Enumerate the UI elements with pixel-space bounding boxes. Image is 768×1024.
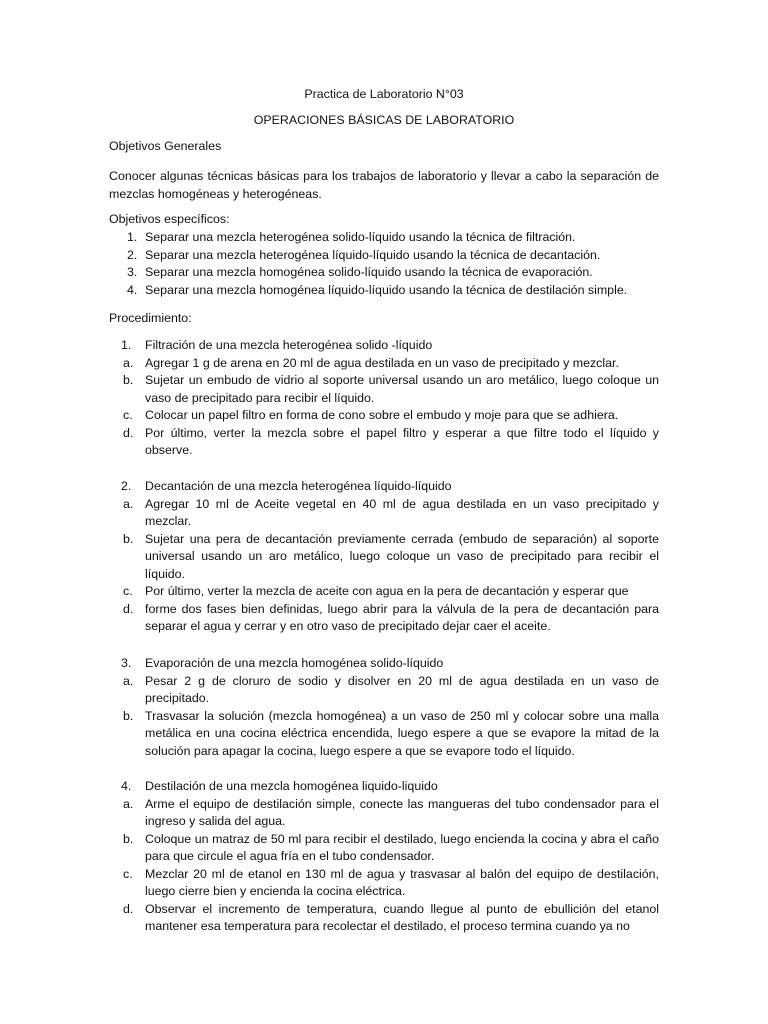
doc-subtitle: OPERACIONES BÁSICAS DE LABORATORIO (253, 113, 515, 127)
general-objectives-heading: Objetivos Generales (109, 139, 222, 153)
doc-title: Practica de Laboratorio N°03 (304, 87, 464, 101)
procedure-section-4 (109, 778, 659, 936)
procedure-step: a. Pesar 2 g de cloruro de sodio y disolver en 20 ml de agua destilada en un vaso de precipitado. (123, 673, 659, 705)
procedure-step: b. Coloque un matraz de 50 ml para recibir el destilado, luego encienda la cocina y abra el caño para que circule el agua fría en el tubo condensador. (123, 831, 659, 863)
specific-objectives-heading: Objetivos específicos: (109, 212, 230, 226)
procedure-step: a. Agregar 1 g de arena en 20 ml de agua destilada en un vaso de precipitado y mezclar. (123, 355, 619, 370)
specific-objectives-list (109, 229, 659, 299)
section-heading: 4. Destilación de una mezcla homogénea liquido-liquido (121, 779, 438, 793)
procedure-step: c. Mezclar 20 ml de etanol en 130 ml de agua y trasvasar al balón del equipo de destilación, luego cierre bien y encienda la cocina eléctrica. (123, 866, 659, 898)
specific-objective: 3. Separar una mezcla homogénea solido-líquido usando la técnica de evaporación. (127, 265, 593, 279)
procedure-step: d. Observar el incremento de temperatura, cuando llegue al punto de ebullición del etanol mantener esa temperatura para recolectar el destilado, el proceso termina cuando ya no (123, 901, 659, 933)
section-heading: 3. Evaporación de una mezcla homogénea solido-líquido (121, 656, 444, 670)
procedure-step: c. Colocar un papel filtro en forma de cono sobre el embudo y moje para que se adhiera. (123, 408, 619, 422)
procedure-step: a. Agregar 10 ml de Aceite vegetal en 40 ml de agua destilada en un vaso precipitado y mezclar. (123, 496, 659, 528)
procedure-section-1 (109, 337, 659, 460)
procedure-heading: Procedimiento: (109, 311, 192, 325)
specific-objective: 4. Separar una mezcla homogénea líquido-líquido usando la técnica de destilación simple. (127, 282, 628, 297)
procedure-step: d. Por último, verter la mezcla sobre el papel filtro y esperar a que filtre todo el líquido y observe. (123, 425, 659, 457)
section-heading: 2. Decantación de una mezcla heterogénea líquido-líquido (121, 479, 452, 493)
section-heading: 1. Filtración de una mezcla heterogénea solido -líquido (121, 338, 433, 352)
specific-objective: 2. Separar una mezcla heterogénea líquido-líquido usando la técnica de decantación. (127, 247, 601, 262)
general-objectives-text: Conocer algunas técnicas básicas para los trabajos de laboratorio y llevar a cabo la separación de mezclas homogéneas y heterogéneas. (109, 169, 659, 201)
procedure-section-3 (109, 655, 659, 760)
procedure-step: a. Arme el equipo de destilación simple, conecte las mangueras del tubo condensador para el ingreso y salida del agua. (123, 796, 659, 828)
procedure-step: b. Sujetar un embudo de vidrio al soporte universal usando un aro metálico, luego coloque un vaso de precipitado para recibir el líquido. (123, 373, 659, 405)
procedure-step: d. forme dos fases bien definidas, luego abrir para la válvula de la pera de decantación para separar el agua y cerrar y en otro vaso de precipitado dejar caer el aceite. (123, 601, 659, 633)
procedure-step: b. Trasvasar la solución (mezcla homogénea) a un vaso de 250 ml y colocar sobre una malla metálica en una cocina eléctrica encendida, luego espere a que se evapore la mitad de la solución para apagar la cocina, luego espere a que se evapore todo el líquido. (123, 708, 659, 758)
specific-objective: 1. Separar una mezcla heterogénea solido-líquido usando la técnica de filtración. (127, 230, 576, 244)
procedure-step: b. Sujetar una pera de decantación previamente cerrada (embudo de separación) al soporte universal usando un aro metálico, luego coloque un vaso de precipitado para recibir el líquido. (123, 531, 659, 581)
procedure-step: c. Por último, verter la mezcla de aceite con agua en la pera de decantación y esperar que (123, 584, 629, 598)
procedure-section-2 (109, 478, 659, 636)
